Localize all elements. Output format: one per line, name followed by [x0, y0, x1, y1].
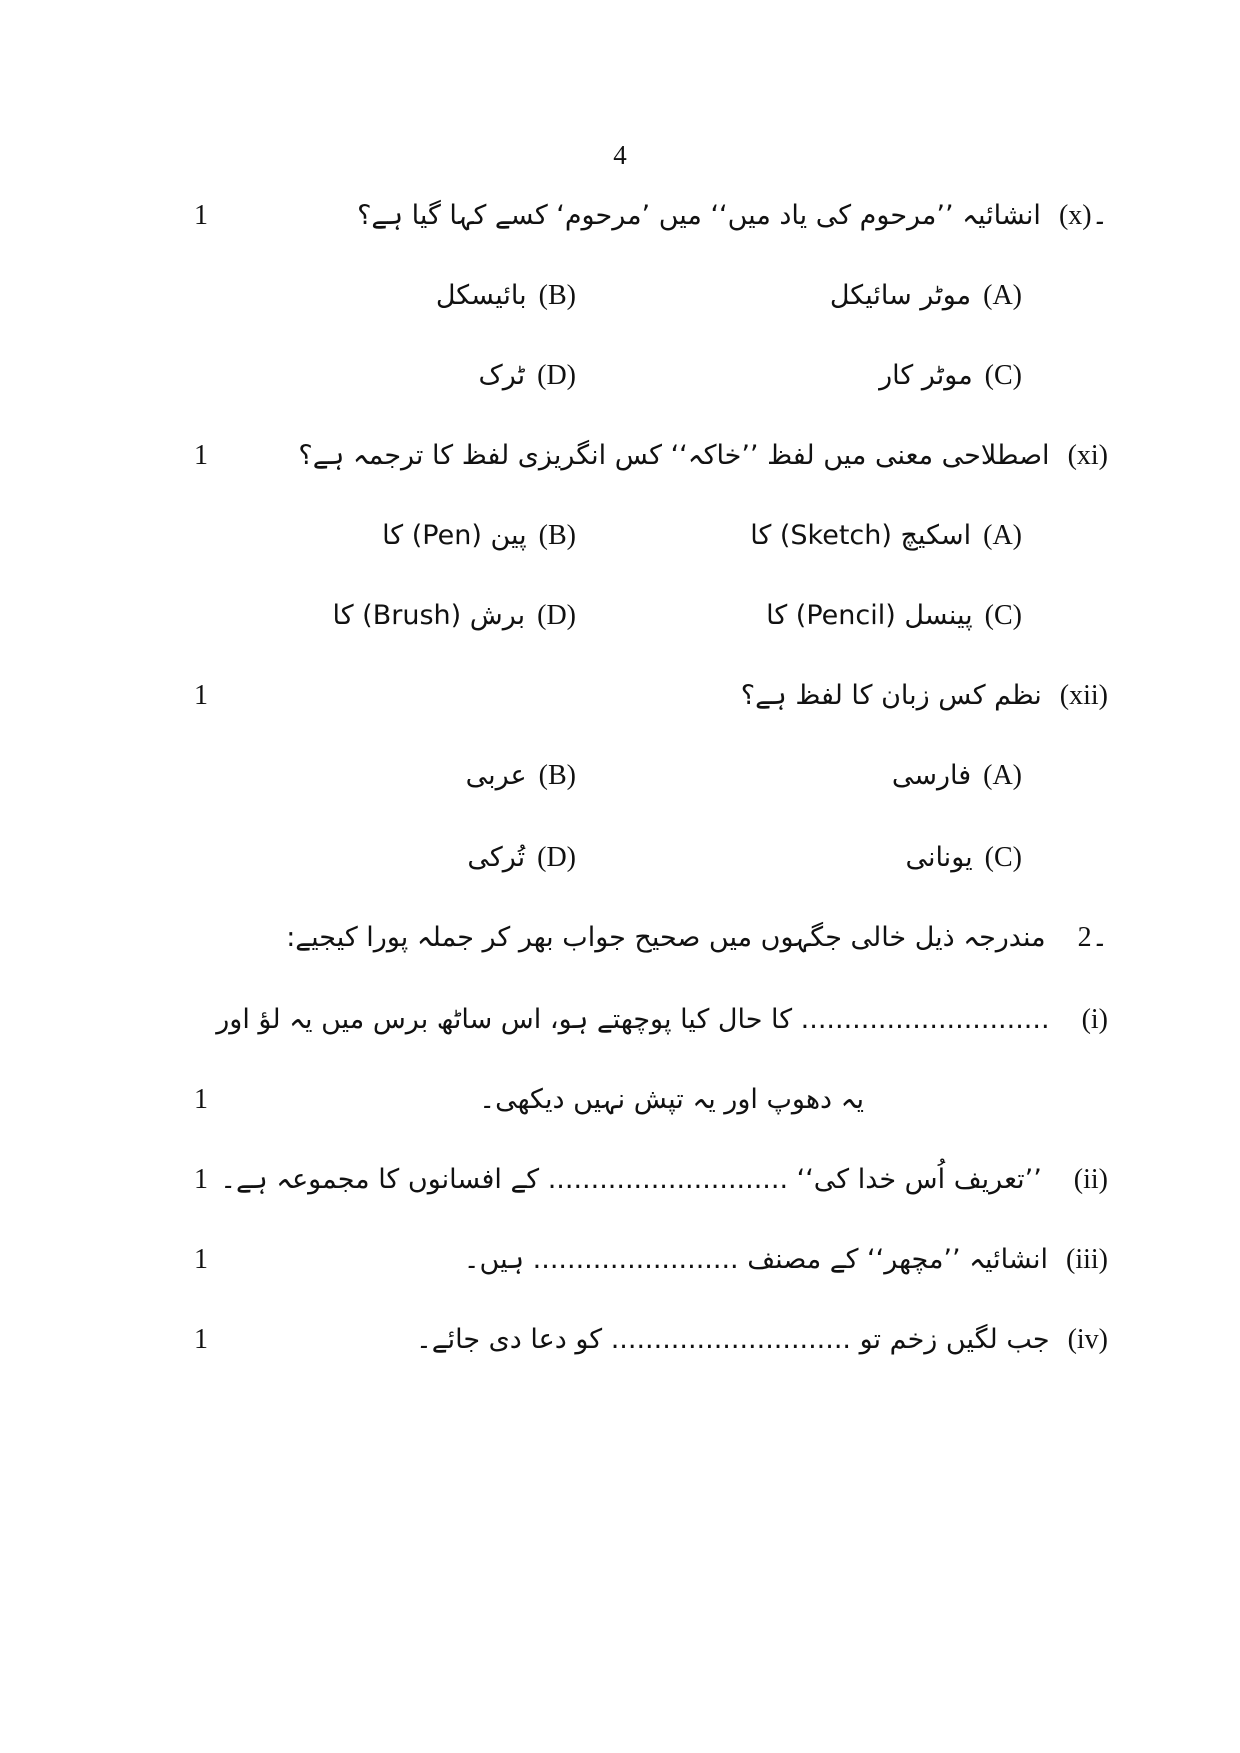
item-number: (ii) [1073, 1164, 1108, 1195]
option-text: پینسل (Pencil) کا [766, 600, 973, 631]
option-label: (A) [983, 280, 1022, 311]
section-number: 2۔ [1077, 922, 1108, 953]
fill-blank-iv [416, 1320, 1108, 1360]
question-number: (xi) [1067, 440, 1108, 471]
mark-q-x: 1 [194, 200, 208, 231]
option-a [830, 276, 1022, 316]
item-text: جب لگیں زخم تو ............................ کو دعا دی جائے۔ [415, 1324, 1050, 1355]
option-text: پین (Pen) کا [382, 520, 527, 551]
question-text: انشائیہ ’’مرحوم کی یاد میں‘‘ میں ’مرحوم‘ کسے کہا گیا ہے؟ [357, 200, 1041, 231]
option-text: تُرکی [467, 842, 526, 873]
mark-item-ii: 1 [194, 1164, 208, 1195]
page-number: 4 [613, 140, 627, 170]
mark-item-i: 1 [194, 1084, 208, 1115]
item-number: (iii) [1066, 1244, 1108, 1275]
item-number: (i) [1081, 1004, 1108, 1035]
option-text: اسکیچ (Sketch) کا [750, 520, 972, 551]
option-label: (A) [983, 760, 1022, 791]
option-text: فارسی [891, 760, 972, 791]
option-label: (D) [537, 360, 576, 391]
section-2-heading [286, 918, 1108, 958]
option-label: (C) [984, 842, 1022, 873]
question-number: (x)۔ [1058, 200, 1108, 231]
question-text: نظم کس زبان کا لفظ ہے؟ [740, 680, 1042, 711]
option-text: موٹر سائیکل [829, 280, 972, 311]
option-d [467, 838, 576, 878]
mark-item-iv: 1 [194, 1324, 208, 1355]
option-text: بائیسکل [435, 280, 527, 311]
option-a [750, 516, 1022, 556]
option-text: یونانی [905, 842, 973, 873]
option-label: (B) [538, 520, 576, 551]
option-a [892, 756, 1022, 796]
fill-blank-i-line2: یہ دھوپ اور یہ تپش نہیں دیکھی۔ [479, 1084, 864, 1115]
item-text: انشائیہ ’’مچھر‘‘ کے مصنف ........................ ہیں۔ [463, 1244, 1048, 1275]
option-text: برش (Brush) کا [332, 600, 526, 631]
option-label: (B) [538, 760, 576, 791]
fill-blank-i [216, 1000, 1108, 1040]
question-text: اصطلاحی معنی میں لفظ ’’خاکہ‘‘ کس انگریزی لفظ کا ترجمہ ہے؟ [298, 440, 1050, 471]
question-xi [298, 436, 1108, 476]
item-text: ’’تعریف اُس خدا کی‘‘ ............................ کے افسانوں کا مجموعہ ہے۔ [220, 1164, 1042, 1195]
fill-blank-ii [220, 1160, 1108, 1200]
option-text: موٹر کار [879, 360, 973, 391]
option-label: (C) [984, 360, 1022, 391]
option-b [466, 756, 576, 796]
option-c [879, 356, 1022, 396]
option-text: عربی [465, 760, 527, 791]
question-x [357, 196, 1108, 236]
option-c [905, 838, 1022, 878]
section-heading-text: مندرجہ ذیل خالی جگہوں میں صحیح جواب بھر کر جملہ پورا کیجیے: [286, 922, 1046, 953]
option-label: (D) [537, 600, 576, 631]
question-number: (xii) [1059, 680, 1108, 711]
option-text: ٹرک [478, 360, 526, 391]
option-d [479, 356, 576, 396]
item-text-line1: ............................. کا حال کیا پوچھتے ہو، اس ساٹھ برس میں یہ لؤ اور [216, 1004, 1050, 1035]
item-number: (iv) [1067, 1324, 1108, 1355]
option-label: (B) [538, 280, 576, 311]
option-b [436, 276, 576, 316]
fill-blank-iii [464, 1240, 1108, 1280]
question-xii [741, 676, 1108, 716]
option-b [382, 516, 576, 556]
option-label: (C) [984, 600, 1022, 631]
mark-item-iii: 1 [194, 1244, 208, 1275]
mark-q-xii: 1 [194, 680, 208, 711]
option-c [766, 596, 1022, 636]
mark-q-xi: 1 [194, 440, 208, 471]
option-label: (D) [537, 842, 576, 873]
option-d [333, 596, 577, 636]
option-label: (A) [983, 520, 1022, 551]
